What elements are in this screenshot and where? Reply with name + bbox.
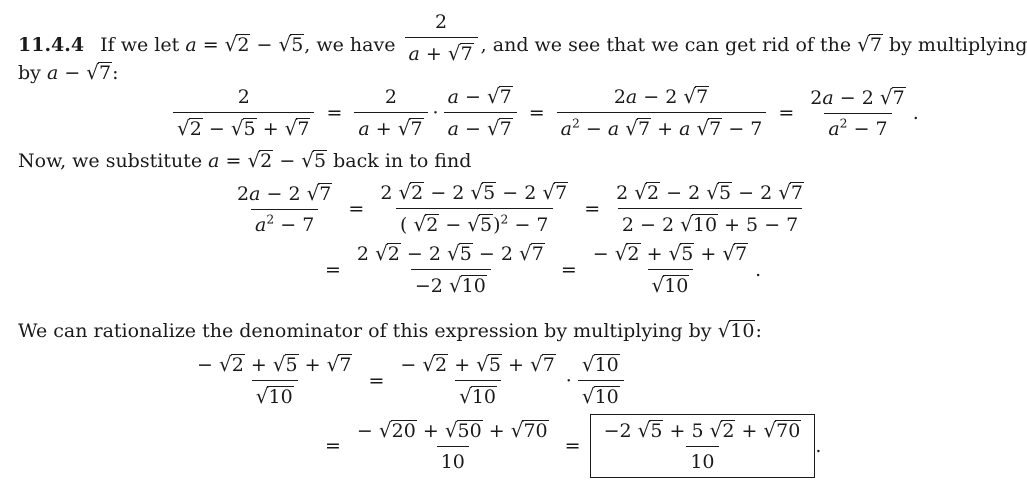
eq3-frac-1: $\frac{- √2 + √5 + √7}{√10}$ <box>197 352 352 408</box>
intro-line: 11.4.4 If we let a = √2 − √5, we have $\frac{2}{a + √7}$ , and we see that we can get rid of the √7 by multiplying <box>18 11 1027 65</box>
intro-text: If we let <box>100 34 180 56</box>
eq1-frac-1: $\frac{2}{√2 - √5 + √7}$ <box>173 85 314 141</box>
substitute-line: Now, we substitute a = √2 − √5 back in to find <box>18 148 472 172</box>
eq2-frac-3: $\frac{2 √2 - 2 √5 - 2 √7}{2 - 2 √10 + 5 - 7}$ <box>616 180 804 236</box>
equation-3-row-2: = $\frac{- √20 + √50 + √70}{10}$ = $\frac{-2 √5 + 5 √2 + √70}{10}$ . <box>316 414 821 478</box>
sqrt-2: 2 <box>237 34 250 56</box>
eq1-frac-3: $\frac{a - √7}{a - √7}$ <box>444 84 517 141</box>
eq3-frac-3: $\frac{√10}{√10}$ <box>578 352 624 409</box>
frac-den: a + √7 <box>405 37 478 66</box>
equation-2-row-2: = $\frac{2 √2 - 2 √5 - 2 √7}{-2 √10}$ = $\frac{- √2 + √5 + √7}{√10}$ . <box>325 241 762 297</box>
final-answer: $\frac{-2 √5 + 5 √2 + √70}{10}$ <box>603 418 801 473</box>
by-text: by <box>18 62 41 84</box>
fraction-2-over-a-plus-sqrt7 <box>405 10 478 66</box>
sqrt-7: 7 <box>869 34 882 56</box>
intro-tail-text: by multiplying <box>889 34 1027 56</box>
equation-3-row-1: $\frac{- √2 + √5 + √7}{√10}$ = $\frac{- √2 + √5 + √7}{√10}$ · $\frac{√10}{√10}$ <box>190 352 627 409</box>
equation-1: $\frac{2}{√2 - √5 + √7}$ = $\frac{2}{a + √7}$ · $\frac{a - √7}{a - √7}$ = $\frac{2a - 2 √7}{a^2 - a √7 + a √7 - 7}$ = $\frac{2a - 2 √7}{a^2 - 7}$ . <box>170 84 919 141</box>
equation-2-row-1: $\frac{2a - 2 √7}{a^2 - 7}$ = $\frac{2 √2 - 2 √5 - 2 √7}{( √2 - √5)^2 - 7}$ = $\frac{2 √2 - 2 √5 - 2 √7}{2 - 2 √10 + 5 - 7}$ <box>230 180 811 237</box>
eq2-frac-1: $\frac{2a - 2 √7}{a^2 - 7}$ <box>237 180 332 236</box>
eq-sign: = <box>202 34 219 56</box>
intro-mid-text: , we have <box>304 34 396 56</box>
eq1-frac-5: $\frac{2a - 2 √7}{a^2 - 7}$ <box>810 84 905 140</box>
problem-number: 11.4.4 <box>18 34 85 56</box>
minus-sign: − <box>256 34 273 56</box>
intro-line-2: by a − √7: <box>18 60 119 84</box>
eq2-frac-5: $\frac{- √2 + √5 + √7}{√10}$ <box>592 241 748 297</box>
eq2-frac-4: $\frac{2 √2 - 2 √5 - 2 √7}{-2 √10}$ <box>356 241 544 297</box>
frac-num: 2 <box>435 11 448 33</box>
intro-post-text: , and we see that we can get rid of the <box>480 34 852 56</box>
eq3-frac-2: $\frac{- √2 + √5 + √7}{√10}$ <box>400 352 555 408</box>
eq1-frac-2: $\frac{2}{a + √7}$ <box>354 85 427 141</box>
eq2-frac-2: $\frac{2 √2 - 2 √5 - 2 √7}{( √2 - √5)^2 - 7}$ <box>380 180 568 236</box>
eq1-frac-4: $\frac{2a - 2 √7}{a^2 - a √7 + a √7 - 7}$ <box>557 84 767 141</box>
var-a: a <box>185 34 197 56</box>
eq3-frac-4: $\frac{- √20 + √50 + √70}{10}$ <box>356 418 548 473</box>
rationalize-line: We can rationalize the denominator of this expression by multiplying by √10: <box>18 318 762 342</box>
sqrt-5: 5 <box>291 34 304 56</box>
final-answer-box <box>590 414 816 478</box>
